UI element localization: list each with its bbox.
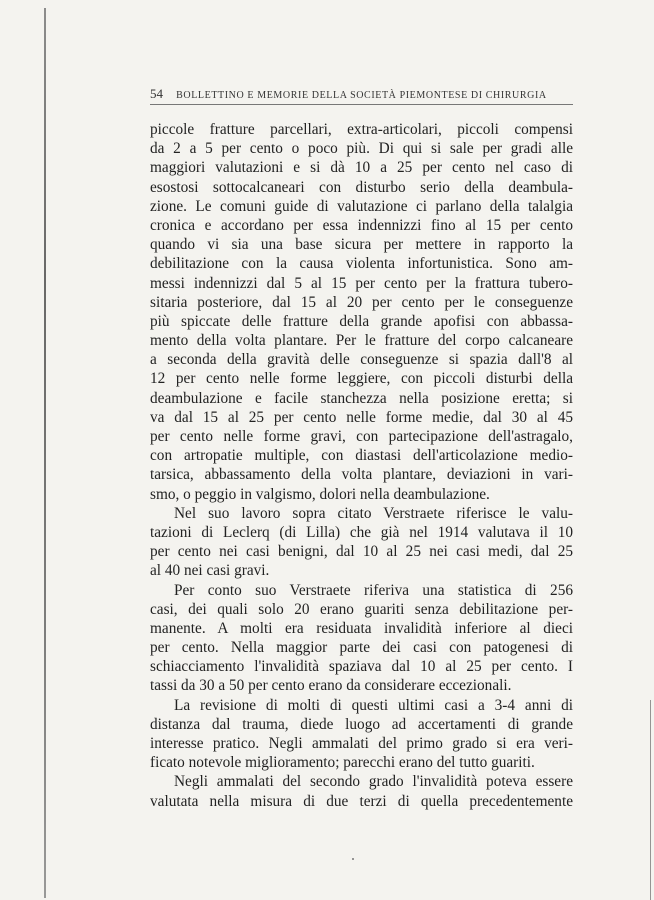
text-line: ficato notevole miglioramento; parecchi erano del tutto guariti.	[150, 754, 535, 772]
text-line: tassi da 30 a 50 per cento erano da considerare eccezionali.	[150, 677, 512, 695]
text-line: interesse pratico. Negli ammalati del primo grado si era veri-	[150, 735, 573, 752]
text-line: Negli ammalati del secondo grado l'invalidità poteva essere	[174, 773, 573, 791]
text-line: manente. A molti era residuata invalidità inferiore al dieci	[150, 619, 573, 637]
text-line: al 40 nei casi gravi.	[150, 562, 270, 580]
text-line: distanza dal trauma, diede luogo ad accertamenti di grande	[150, 715, 573, 733]
text-line: zione. Le comuni guide di valutazione ci parlano della talalgia	[150, 197, 573, 215]
text-line: valutata nella misura di due terzi di quella precedentemente	[150, 792, 573, 810]
text-line: per cento nelle forme gravi, con partecipazione dell'astragalo,	[150, 428, 573, 445]
text-line: messi indennizzi dal 5 al 15 per cento per la frattura tubero-	[150, 274, 573, 292]
text-line: La revisione di molti di questi ultimi casi a 3-4 anni di	[174, 696, 573, 714]
text-line: smo, o peggio in valgismo, dolori nella deambulazione.	[150, 485, 490, 503]
text-line: per cento nei casi benigni, dal 10 al 25 nei casi medi, dal 25	[150, 543, 573, 561]
page-number: 54	[150, 86, 163, 101]
text-line: debilitazione con la causa violenta infortunistica. Sono am-	[150, 255, 573, 273]
text-line: cronica e accordano per essa indennizzi fino al 15 per cento	[150, 216, 573, 234]
text-line: mento della volta plantare. Per le fratture del corpo calcaneare	[150, 332, 573, 350]
text-line: con artropatie multiple, con diastasi dell'articolazione medio-	[150, 447, 573, 465]
body-text	[150, 120, 573, 811]
speck-mark	[352, 858, 354, 860]
text-line: deambulazione e facile stanchezza nella posizione eretta; si	[150, 389, 573, 407]
running-header	[150, 86, 573, 102]
running-title: BOLLETTINO E MEMORIE DELLA SOCIETÀ PIEMONTESE DI CHIRURGIA	[176, 90, 547, 101]
text-line: piccole fratture parcellari, extra-articolari, piccoli compensi	[150, 121, 573, 138]
text-line: Per conto suo Verstraete riferiva una statistica di 256	[174, 581, 573, 599]
text-line: 12 per cento nelle forme leggiere, con piccoli disturbi della	[150, 370, 573, 388]
text-line: tarsica, abbassamento della volta plantare, deviazioni in vari-	[150, 466, 573, 484]
text-line: va dal 15 al 25 per cento nelle forme medie, dal 30 al 45	[150, 408, 573, 426]
page-edge-shadow	[650, 700, 651, 900]
text-line: quando vi sia una base sicura per mettere in rapporto la	[150, 236, 573, 254]
text-line: schiacciamento l'invalidità spaziava dal 10 al 25 per cento. I	[150, 658, 573, 676]
text-line: più spiccate delle fratture della grande apofisi con abbassa-	[150, 312, 573, 330]
binding-edge-shadow	[44, 8, 46, 898]
text-line: a seconda della gravità delle conseguenze si spazia dall'8 al	[150, 351, 573, 369]
text-line: maggiori valutazioni e si dà 10 a 25 per cento nel caso di	[150, 159, 573, 177]
text-line: casi, dei quali solo 20 erano guariti senza debilitazione per-	[150, 600, 573, 618]
text-line: tazioni di Leclerq (di Lilla) che già nel 1914 valutava il 10	[150, 523, 573, 541]
text-line: per cento. Nella maggior parte dei casi con patogenesi di	[150, 639, 573, 657]
text-line: sitaria posteriore, dal 15 al 20 per cento per le conseguenze	[150, 293, 573, 311]
text-line: da 2 a 5 per cento o poco più. Di qui si sale per gradi alle	[150, 140, 573, 158]
text-line: esostosi sottocalcaneari con disturbo serio della deambula-	[150, 178, 573, 196]
text-line: Nel suo lavoro sopra citato Verstraete riferisce le valu-	[174, 504, 573, 522]
header-rule	[150, 104, 573, 105]
